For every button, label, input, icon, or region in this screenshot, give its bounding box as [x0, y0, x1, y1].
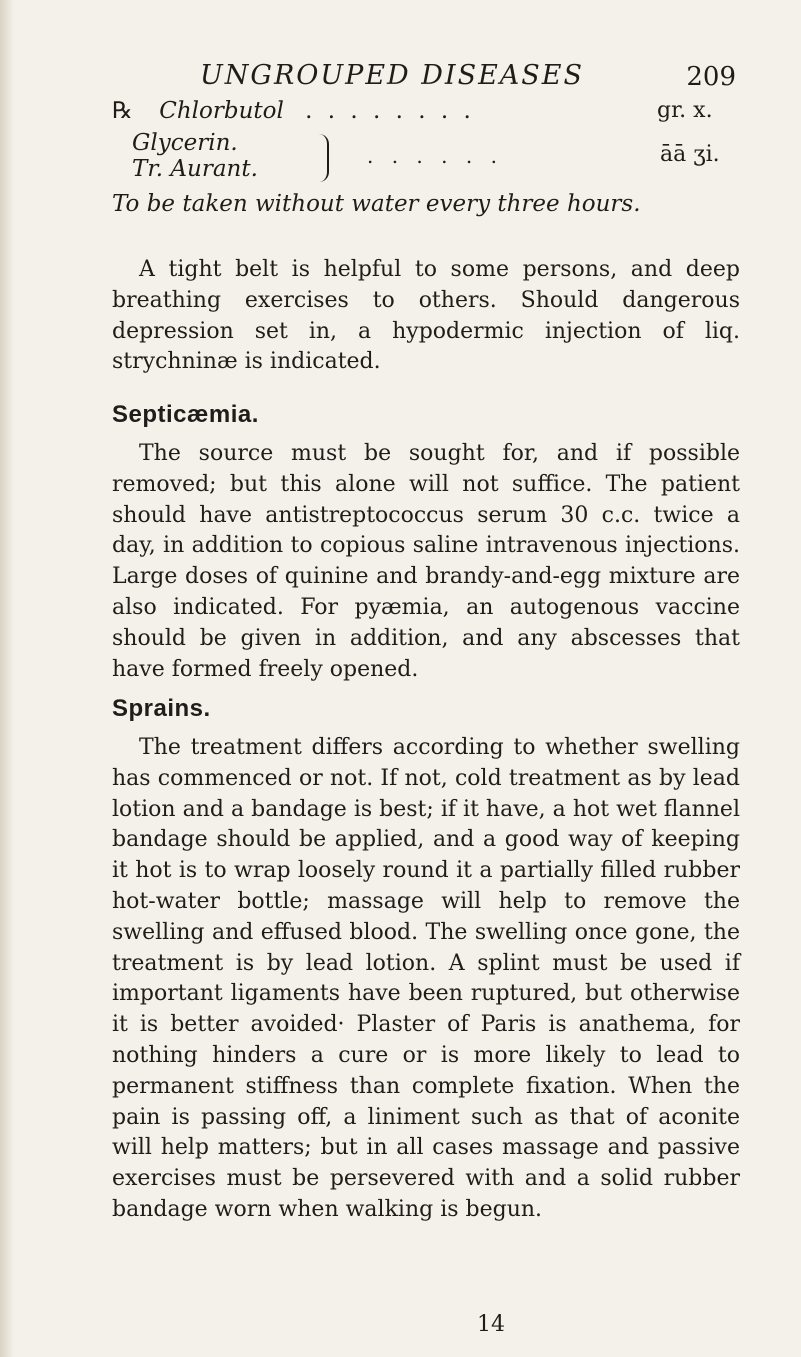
paragraph-belt-breathing: A tight belt is helpful to some persons, and deep breathing exercises to others. Should dangerous depression set in, a hypodermic injection of liq. strychninæ is indicated. [112, 257, 740, 375]
heading-septicaemia: Septicæmia. [112, 401, 259, 428]
running-head [200, 60, 740, 100]
grouping-brace [317, 134, 329, 182]
folio-number: 14 [477, 1312, 505, 1337]
leader-dots: . . . . . . . . [305, 98, 475, 124]
spine-shadow [0, 0, 14, 1357]
ingredient-chlorbutol: Chlorbutol [159, 98, 284, 124]
prescription-row-3 [132, 156, 258, 182]
page-number: 209 [686, 62, 736, 92]
prescription-directions: To be taken without water every three hours. [112, 191, 641, 217]
recipe-symbol: ℞ [112, 98, 133, 124]
dose-chlorbutol: gr. x. [657, 98, 713, 123]
paragraph-septicaemia: The source must be sought for, and if possible removed; but this alone will not suffice. The patient should have antistreptococcus serum 30 c.c. twice a day, in addition to copious saline intravenous injections. Large doses of quinine and brandy-and-egg mixture are also indicated. For pyæmia, an autogenous vaccine should be given in addition, and any abscesses that have formed freely opened. [112, 441, 740, 682]
running-title: UNGROUPED DISEASES [200, 60, 584, 91]
dose-each: āā ʒi. [660, 142, 720, 167]
prescription-row-1 [112, 98, 475, 124]
heading-sprains: Sprains. [112, 695, 211, 722]
ingredient-tr-aurant: Tr. Aurant. [132, 156, 258, 182]
brace-leader-dots: . . . . . . [367, 144, 503, 168]
paragraph-sprains: The treatment differs according to whether swelling has commenced or not. If not, cold treatment as by lead lotion and a bandage is best; if it have, a hot wet flannel bandage should be applied, and a good way of keeping it hot is to wrap loosely round it a partially filled rubber hot-water bottle; massage will help to remove the swelling and effused blood. The swelling once gone, the treatment is by lead lotion. A splint must be used if important ligaments have been ruptured, but otherwise it is better avoided· Plaster of Paris is anathema, for nothing hinders a cure or is more likely to lead to permanent stiffness than complete fixation. When the pain is passing off, a liniment such as that of aconite will help matters; but in all cases massage and passive exercises must be persevered with and a solid rubber bandage worn when walking is begun. [112, 735, 740, 1222]
prescription-row-2 [132, 130, 238, 156]
ingredient-glycerin: Glycerin. [132, 130, 238, 156]
